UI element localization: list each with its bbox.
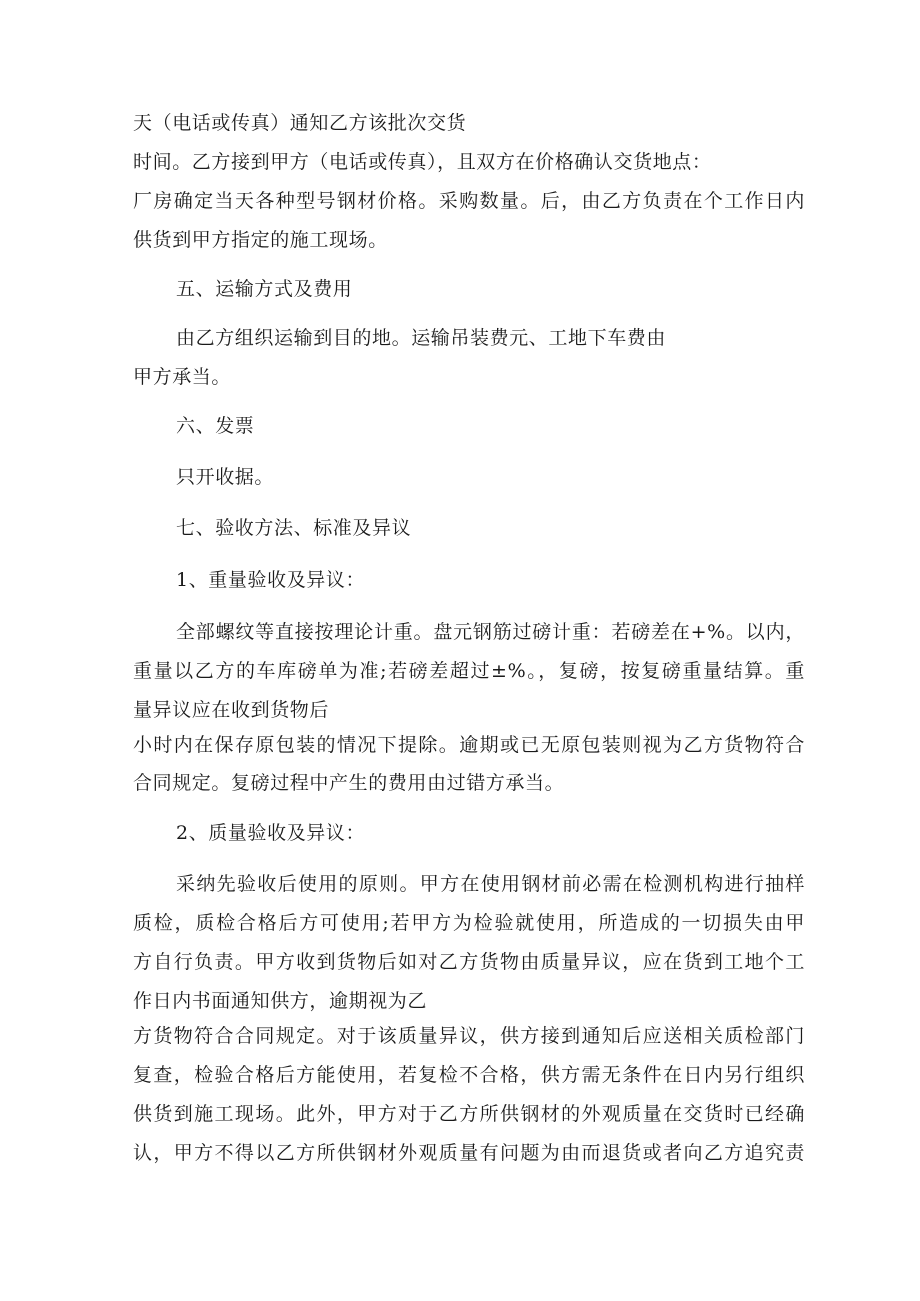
text-line: 方自行负责。甲方收到货物后如对乙方货物由质量异议，应在货到工地个工 xyxy=(133,951,805,973)
text-line: 采纳先验收后使用的原则。甲方在使用钢材前必需在检测机构进行抽样 xyxy=(176,873,805,895)
section-heading: 五、运输方式及费用 xyxy=(176,278,353,300)
subsection-heading: 2、质量验收及异议： xyxy=(176,822,366,844)
text-line: 重量以乙方的车库磅单为准;若磅差超过±%。，复磅，按复磅重量结算。重 xyxy=(133,660,805,682)
text-line: 质检，质检合格后方可使用;若甲方为检验就使用，所造成的一切损失由甲 xyxy=(133,912,805,934)
text-line: 量异议应在收到货物后 xyxy=(133,699,330,721)
text-line: 只开收据。 xyxy=(176,466,275,488)
text-line: 合同规定。复磅过程中产生的费用由过错方承当。 xyxy=(133,772,565,794)
text-line: 由乙方组织运输到目的地。运输吊装费元、工地下车费由 xyxy=(176,327,667,349)
text-line: 厂房确定当天各种型号钢材价格。采购数量。后，由乙方负责在个工作日内 xyxy=(133,190,805,212)
text-line: 全部螺纹等直接按理论计重。盘元钢筋过磅计重：若磅差在+%。以内， xyxy=(176,621,805,643)
text-line: 小时内在保存原包装的情况下提除。逾期或已无原包装则视为乙方货物符合 xyxy=(133,734,805,756)
text-line: 时间。乙方接到甲方（电话或传真），且双方在价格确认交货地点： xyxy=(133,151,712,173)
text-line: 甲方承当。 xyxy=(133,366,232,388)
text-line: 复查，检验合格后方能使用，若复检不合格，供方需无条件在日内另行组织 xyxy=(133,1064,805,1086)
text-line: 方货物符合合同规定。对于该质量异议，供方接到通知后应送相关质检部门 xyxy=(133,1025,805,1047)
text-line: 供货到甲方指定的施工现场。 xyxy=(133,229,388,251)
section-heading: 七、验收方法、标准及异议 xyxy=(176,517,412,539)
subsection-heading: 1、重量验收及异议： xyxy=(176,569,366,591)
text-line: 作日内书面通知供方，逾期视为乙 xyxy=(133,990,428,1012)
text-line: 认，甲方不得以乙方所供钢材外观质量有问题为由而退货或者向乙方追究责 xyxy=(133,1142,805,1164)
text-line: 天（电话或传真）通知乙方该批次交货 xyxy=(133,112,467,134)
section-heading: 六、发票 xyxy=(176,415,255,437)
text-line: 供货到施工现场。此外，甲方对于乙方所供钢材的外观质量在交货时已经确 xyxy=(133,1103,805,1125)
